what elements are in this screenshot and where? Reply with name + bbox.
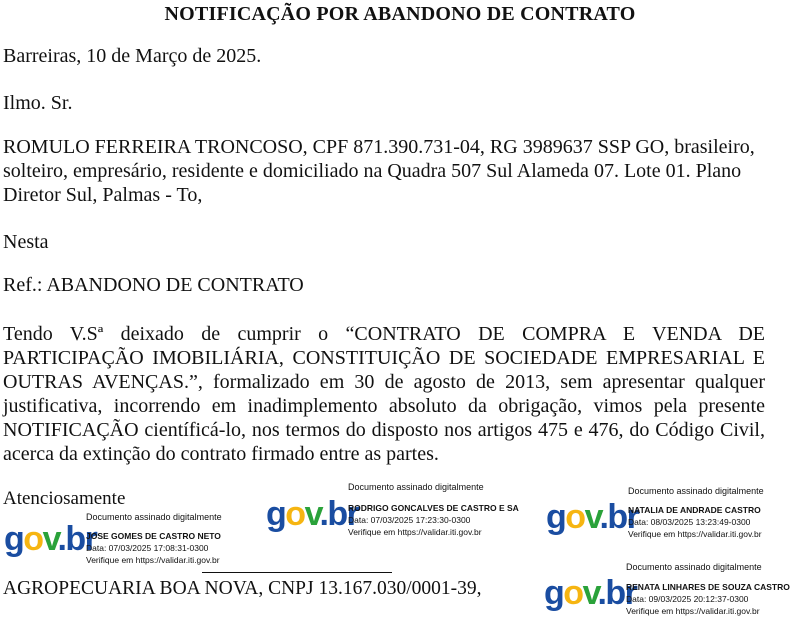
- govbr-logo: gov.br: [266, 495, 359, 533]
- signature-date: Data: 08/03/2025 13:23:49-0300: [628, 517, 751, 527]
- signature-header: Documento assinado digitalmente: [626, 562, 762, 572]
- closing: Atenciosamente: [3, 488, 126, 509]
- signer-name: JOSE GOMES DE CASTRO NETO: [86, 531, 221, 541]
- company-line: AGROPECUARIA BOA NOVA, CNPJ 13.167.030/0001-39,: [3, 578, 482, 599]
- signature-stamp-2: [266, 480, 536, 540]
- date-line: Barreiras, 10 de Março de 2025.: [3, 45, 262, 67]
- signer-name: RODRIGO GONCALVES DE CASTRO E SA: [348, 503, 519, 513]
- signature-header: Documento assinado digitalmente: [348, 482, 484, 492]
- nesta-line: Nesta: [3, 231, 49, 253]
- signature-verify: Verifique em https://validar.iti.gov.br: [348, 527, 482, 537]
- govbr-logo: gov.br: [4, 520, 97, 558]
- addressee-paragraph: ROMULO FERREIRA TRONCOSO, CPF 871.390.731-04, RG 3989637 SSP GO, brasileiro, solteiro, empresário, residente e domiciliado na Quadra 507 Sul Alameda 07. Lote 01. Plano Diretor Sul, Palmas - To,: [3, 136, 755, 206]
- signer-name: RENATA LINHARES DE SOUZA CASTRO: [626, 582, 790, 592]
- body-paragraph: Tendo V.Sª deixado de cumprir o “CONTRATO DE COMPRA E VENDA DE PARTICIPAÇÃO IMOBILIÁRIA, CONSTITUIÇÃO DE SOCIEDADE EMPRESARIAL E OUTRAS AVENÇAS.”, formalizado em 30 de agosto de 2013, sem apresentar qualquer justificativa, incorrendo em inadimplemento absoluto da obrigação, vimos pela presente NOTIFICAÇÃO científicá-lo, nos termos do disposto nos artigos 475 e 476, do Código Civil, acerca da extinção do contrato firmado entre as partes.: [3, 323, 765, 465]
- salutation: Ilmo. Sr.: [3, 92, 73, 114]
- govbr-logo: gov.br: [544, 574, 637, 612]
- signature-date: Data: 09/03/2025 20:12:37-0300: [626, 594, 749, 604]
- signature-stamp-4: [544, 560, 800, 620]
- signature-date: Data: 07/03/2025 17:23:30-0300: [348, 515, 471, 525]
- document-title: NOTIFICAÇÃO POR ABANDONO DE CONTRATO: [164, 3, 636, 25]
- signature-header: Documento assinado digitalmente: [86, 512, 222, 522]
- signature-verify: Verifique em https://validar.iti.gov.br: [86, 555, 220, 565]
- reference-line: Ref.: ABANDONO DE CONTRATO: [3, 274, 304, 296]
- signature-date: Data: 07/03/2025 17:08:31-0300: [86, 543, 209, 553]
- signature-verify: Verifique em https://validar.iti.gov.br: [628, 529, 762, 539]
- signature-stamp-3: [546, 484, 800, 544]
- signer-name: NATALIA DE ANDRADE CASTRO: [628, 505, 761, 515]
- signature-verify: Verifique em https://validar.iti.gov.br: [626, 606, 760, 616]
- signature-stamp-1: [4, 510, 264, 570]
- signature-header: Documento assinado digitalmente: [628, 486, 764, 496]
- govbr-logo: gov.br: [546, 498, 639, 536]
- signature-line: [202, 572, 392, 573]
